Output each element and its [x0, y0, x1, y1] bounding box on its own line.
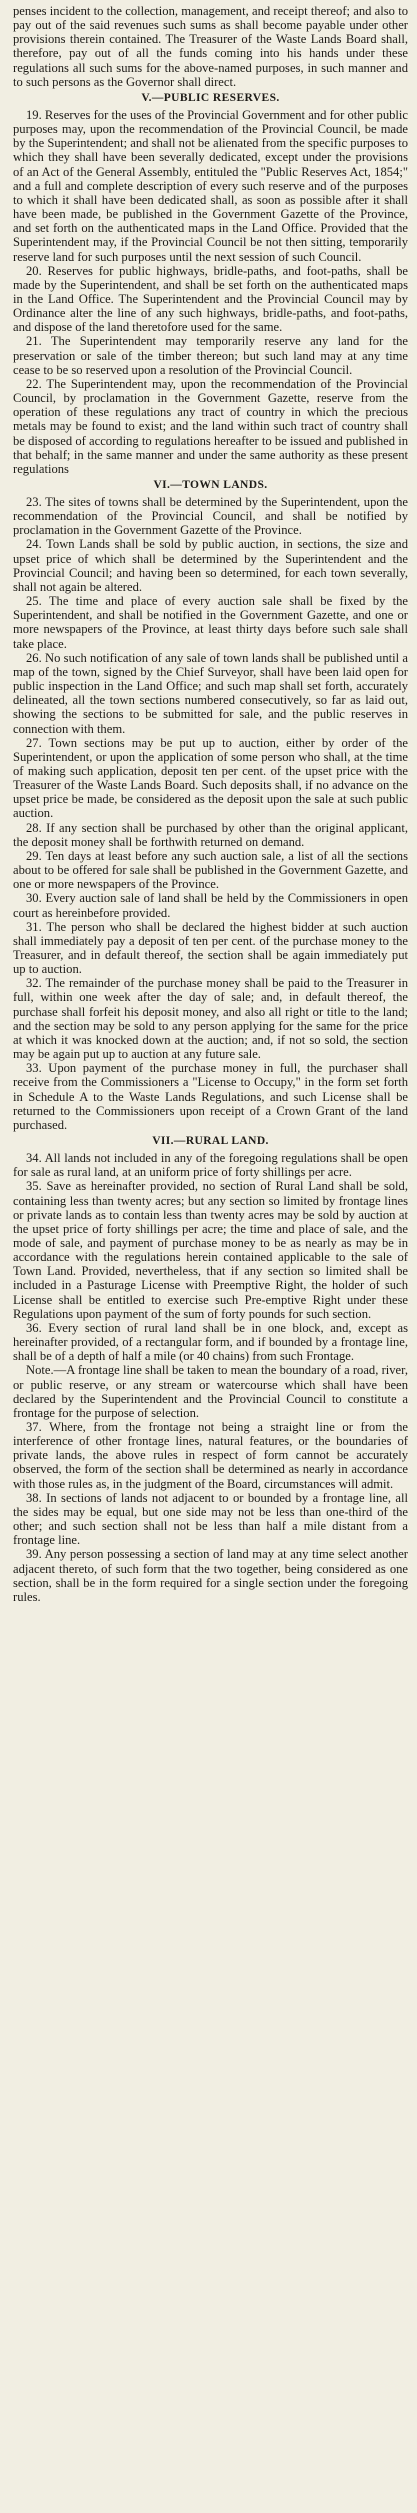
regulation-35: 35. Save as hereinafter provided, no section of Rural Land shall be sold, containing less than twenty acres; but any section so limited by frontage lines or private lands as to contain less than twenty acres may be sold by auction at the upset price of forty shillings per acre; the time and place of sale, and the mode of sale, and payment of purchase money to be as nearly as may be in accordance with the regulations herein contained applicable to the sale of Town Land. Provided, nevertheless, that if any section so limited shall be included in a Pasturage License with Preemptive Right, the holder of such License shall be entitled to exercise such Pre-emptive Right under these Regulations upon payment of the sum of forty pounds for such section.	[13, 1179, 408, 1321]
regulation-37: 37. Where, from the frontage not being a straight line or from the interference of other frontage lines, natural features, or the boundaries of private lands, the above rules in respect of form cannot be accurately observed, the form of the section shall be determined as nearly in accordance with those rules as, in the judgment of the Board, circumstances will admit.	[13, 1420, 408, 1491]
regulation-26: 26. No such notification of any sale of town lands shall be published until a map of the town, signed by the Chief Surveyor, shall have been laid open for public inspection in the Land Office; and such map shall set forth, accurately delineated, all the town sections numbered consecutively, so far as laid out, showing the sections to be submitted for sale, and the public reserves in connection with them.	[13, 650, 408, 736]
regulation-34: 34. All lands not included in any of the foregoing regulations shall be open for sale as rural land, at an uniform price of forty shillings per acre.	[13, 1151, 408, 1180]
regulation-23: 23. The sites of towns shall be determined by the Superintendent, upon the recommendation of the Provincial Council, and shall be notified by proclamation in the Government Gazette of the Province.	[13, 495, 408, 538]
regulation-20: 20. Reserves for public highways, bridle-paths, and foot-paths, shall be made by the Superintendent, and shall be set forth on the authenticated maps in the Land Office. The Superintendent and the Provincial Council may by Ordinance alter the line of any such highways, bridle-paths, and foot-paths, and dispose of the land theretofore used for the same.	[13, 263, 408, 335]
regulation-28: 28. If any section shall be purchased by other than the original applicant, the deposit money shall be forthwith returned on demand.	[13, 820, 408, 849]
regulation-24: 24. Town Lands shall be sold by public auction, in sections, the size and upset price of which shall be determined by the Superintendent and the Provincial Council; and having been so determined, for each town severally, shall not again be altered.	[13, 537, 408, 594]
intro-paragraph: penses incident to the collection, management, and receipt thereof; and also to pay out of the said revenues such sums as shall become payable under other provisions therein contained. The Treasurer of the Waste Lands Board shall, therefore, pay out of all the funds coming into his hands under these regulations all such sums for the above-named purposes, in such manner and to such persons as the Governor shall direct.	[13, 4, 408, 89]
regulation-21: 21. The Superintendent may temporarily reserve any land for the preservation or sale of the timber thereon; but such land may at any time cease to be so reserved upon a resolution of the Provincial Council.	[13, 334, 408, 377]
regulation-31: 31. The person who shall be declared the highest bidder at such auction shall immediately pay a deposit of ten per cent. of the purchase money to the Treasurer, and in default thereof, the section shall be again immediately put up to auction.	[13, 919, 408, 977]
section-heading-town-lands: VI.—TOWN LANDS.	[153, 479, 268, 491]
regulation-39: 39. Any person possessing a section of land may at any time select another adjacent thereto, of such form that the two together, being considered as one section, shall be in the form required for a single section under the foregoing rules.	[13, 1547, 408, 1604]
regulation-27: 27. Town sections may be put up to auction, either by order of the Superintendent, or upon the application of some person who shall, at the time of making such application, deposit ten per cent. of the upset price with the Treasurer of the Waste Lands Board. Such deposits shall, if no advance on the upset price be made, be considered as the deposit upon the sale at such public auction.	[13, 735, 408, 821]
section-heading-rural-land: VII.—RURAL LAND.	[152, 1135, 269, 1148]
regulation-30: 30. Every auction sale of land shall be held by the Commissioners in open court as hereinbefore provided.	[13, 891, 408, 920]
frontage-note: Note.—A frontage line shall be taken to mean the boundary of a road, river, or public reserve, or any stream or watercourse which shall have been declared by the Superintendent and the Provincial Council to constitute a frontage for the purpose of selection.	[13, 1363, 408, 1420]
regulation-22: 22. The Superintendent may, upon the recommendation of the Provincial Council, by proclamation in the Government Gazette, reserve from the operation of these regulations any tract of country in which the precious metals may be found to exist; and the land within such tract of country shall be disposed of according to regulations hereafter to be issued and published in that behalf; in the same manner and under the same authority as these present regulations	[13, 376, 408, 476]
regulation-25: 25. The time and place of every auction sale shall be fixed by the Superintendent, and shall be notified in the Government Gazette, and one or more newspapers of the Province, at least thirty days before such sale shall take place.	[13, 594, 408, 651]
regulation-32: 32. The remainder of the purchase money shall be paid to the Treasurer in full, within one week after the day of sale; and, in default thereof, the purchase shall forfeit his deposit money, and also all right or title to the land; and the section may be sold to any person applying for the same for the price at which it was knocked down at the auction; and, if not so sold, the section may be again put up to auction at any future sale.	[13, 976, 408, 1062]
section-heading-public-reserves: V.—PUBLIC RESERVES.	[141, 91, 280, 104]
regulation-38: 38. In sections of lands not adjacent to or bounded by a frontage line, all the sides may be equal, but one side may not be less than one-third of the other; and such section shall not be less than half a mile distant from a frontage line.	[13, 1490, 408, 1548]
regulation-29: 29. Ten days at least before any such auction sale, a list of all the sections about to be offered for sale shall be published in the Government Gazette, and one or more newspapers of the Province.	[13, 848, 408, 892]
regulation-36: 36. Every section of rural land shall be in one block, and, except as hereinafter provided, of a rectangular form, and if bounded by a frontage line, shall be of a depth of half a mile (or 40 chains) from such Frontage.	[13, 1320, 408, 1364]
regulation-19: 19. Reserves for the uses of the Provincial Government and for other public purposes may, upon the recommendation of the Provincial Council, be made by the Superintendent; and shall not be alienated from the specific purposes to which they shall have been severally dedicated, except under the provisions of an Act of the General Assembly, entituled the "Public Reserves Act, 1854;" and a full and complete description of every such reserve and of the purposes to which it shall have been dedicated shall, as soon as possible after it shall have been made, be published in the Government Gazette of the Province, and set forth on the authenticated maps in the Land Office. Provided that the Superintendent may, if the Provincial Council be not then sitting, temporarily reserve land for such purposes until the next session of such Council.	[13, 107, 408, 264]
regulation-33: 33. Upon payment of the purchase money in full, the purchaser shall receive from the Commissioners a "License to Occupy," in the form set forth in Schedule A to the Waste Lands Regulations, and such License shall be returned to the Commissioners upon receipt of a Crown Grant of the land purchased.	[13, 1061, 408, 1132]
